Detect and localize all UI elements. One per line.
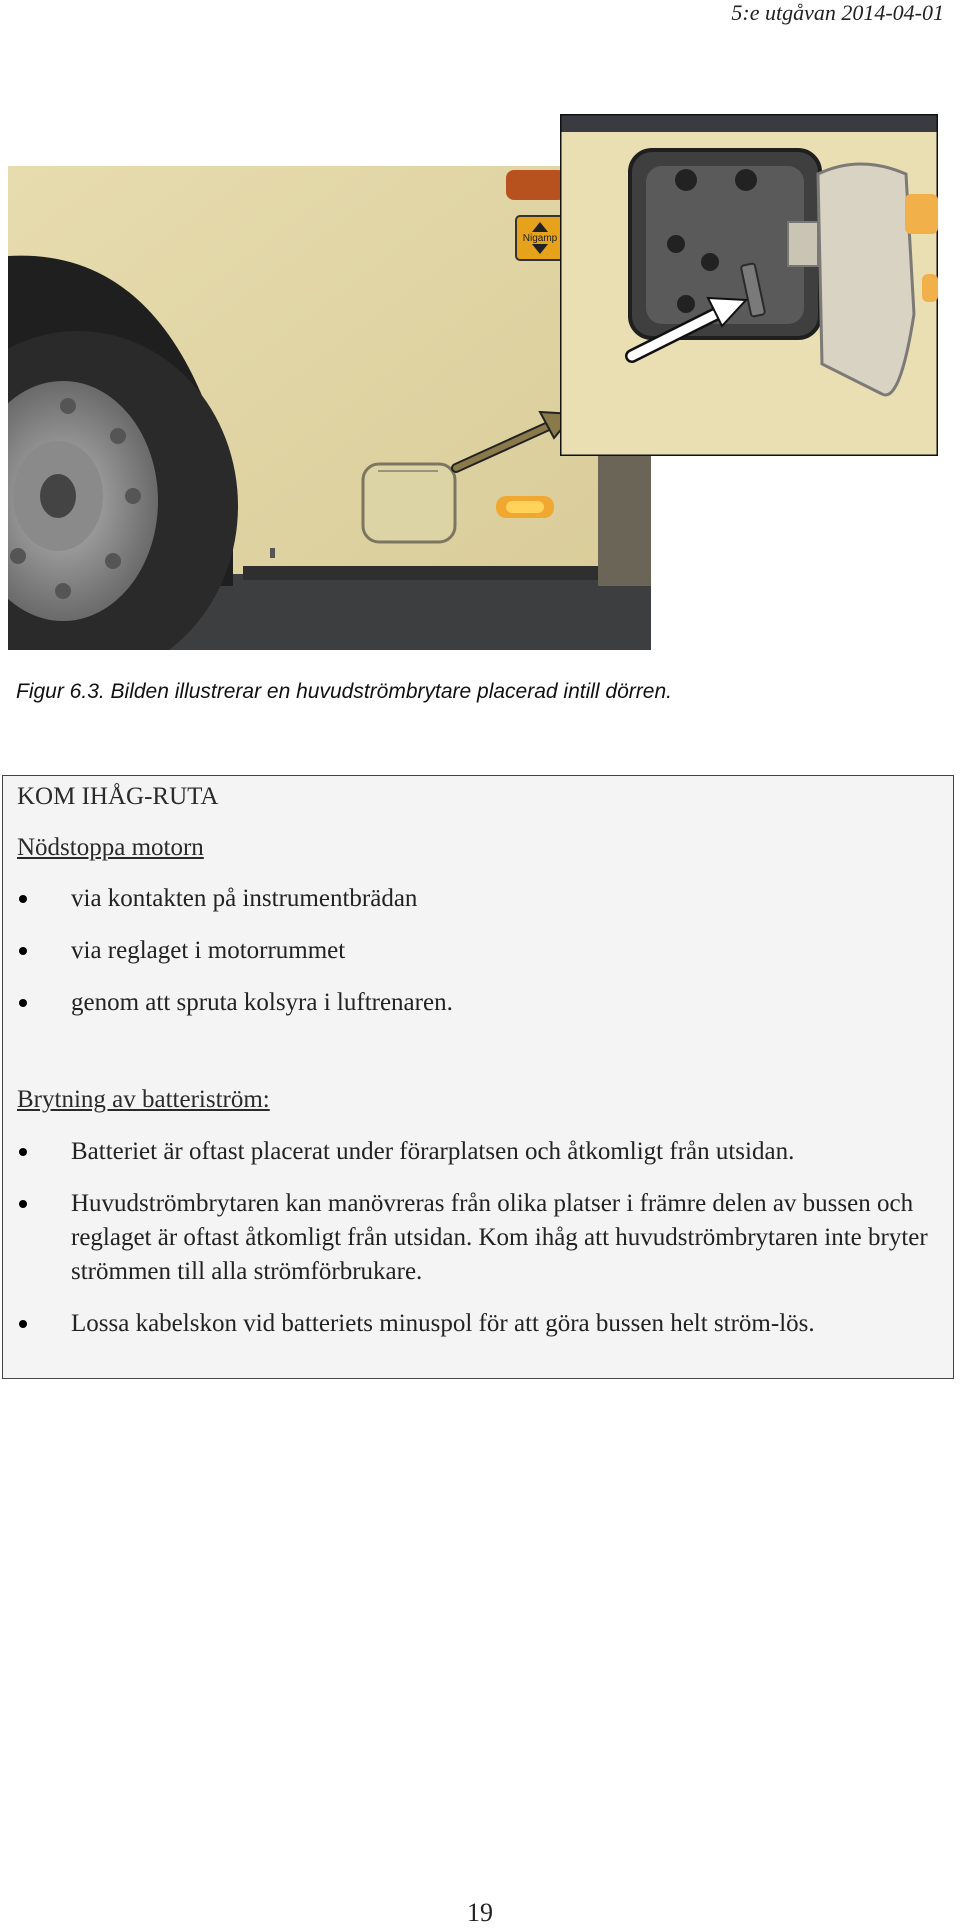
list-item-text: Lossa kabelskon vid batteriets minuspol för att göra bussen helt ström-lös.: [71, 1310, 815, 1337]
bullet-icon: [19, 1320, 27, 1328]
bullet-icon: [19, 1200, 27, 1208]
bullet-icon: [19, 947, 27, 955]
list-item-text: Batteriet är oftast placerat under förarplatsen och åtkomligt från utsidan.: [71, 1138, 795, 1165]
section-heading-emergency-stop: Nödstoppa motorn: [17, 834, 204, 861]
bullet-icon: [19, 1148, 27, 1156]
list-item-text: via reglaget i motorrummet: [71, 937, 346, 964]
list-item-text: Huvudströmbrytaren kan manövreras från olika platser i främre delen av bussen och reglaget är oftast åtkomligt från utsidan. Kom ihåg att huvudströmbrytaren inte bryter strömmen till alla strömförbrukare.: [71, 1190, 928, 1285]
list-item-text: via kontakten på instrumentbrädan: [71, 885, 418, 912]
list-item-text: genom att spruta kolsyra i luftrenaren.: [71, 989, 453, 1016]
figure-caption: Figur 6.3. Bilden illustrerar en huvudströmbrytare placerad intill dörren.: [16, 680, 672, 703]
remember-box-title: KOM IHÅG-RUTA: [17, 783, 219, 810]
bullet-icon: [19, 999, 27, 1007]
edition-date: 5:e utgåvan 2014-04-01: [731, 0, 944, 25]
sign-text: Nigamp: [522, 233, 558, 244]
page-number: 19: [467, 1898, 493, 1927]
remember-box: [2, 775, 954, 1379]
section-heading-battery: Brytning av batteriström:: [17, 1086, 270, 1113]
bullet-icon: [19, 895, 27, 903]
bus-side-photo: [8, 166, 651, 650]
hatch-closeup-photo: [560, 114, 938, 456]
